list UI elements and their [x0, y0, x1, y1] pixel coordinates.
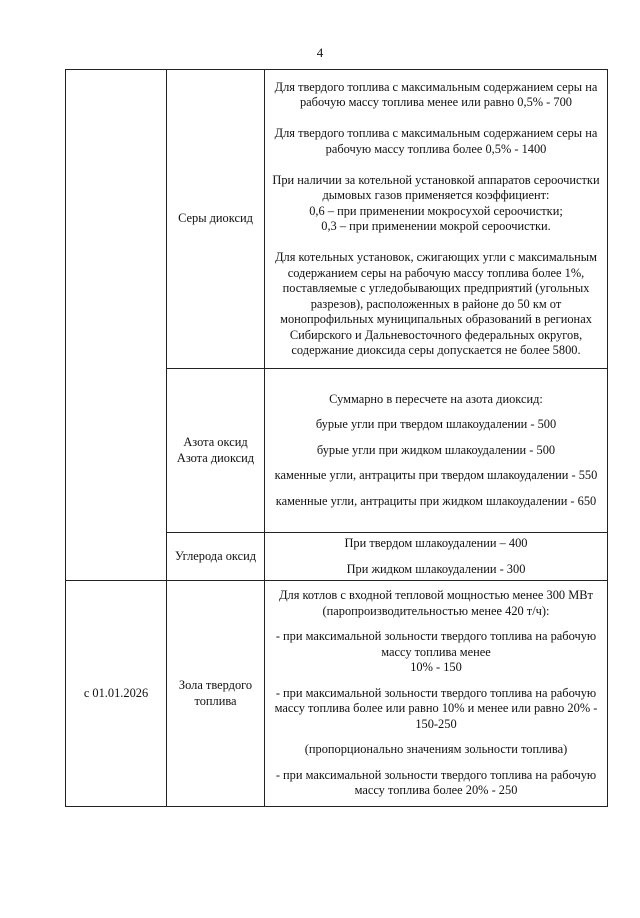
norm-text: бурые угли при жидком шлакоудалении - 500: [316, 442, 556, 457]
substance-cell: [167, 369, 265, 533]
norm-text: каменные угли, антрациты при твердом шлакоудалении - 550: [274, 468, 598, 483]
substance-cell: [167, 70, 265, 369]
substance-cell: [167, 533, 265, 581]
page-number: 4: [316, 45, 324, 60]
norm-text: 0,6 – при применении мокросухой сероочистки;: [309, 203, 563, 218]
substance-label: Серы диоксид: [178, 211, 253, 226]
norm-cell: [265, 369, 608, 533]
norm-text: 0,3 – при применении мокрой сероочистки.: [321, 219, 551, 233]
norm-text: При твердом шлакоудалении – 400: [344, 536, 528, 550]
table-row-sulfur-dioxide: [66, 70, 608, 369]
emission-standards-table: [65, 69, 608, 807]
norm-text: Для котельных установок, сжигающих угли с максимальным содержанием серы на рабочую массу топлива более 1%, поставляемые с угледобывающих предприятий (угольных разрезов), расположенных в районе до 50 км от монопрофильных муниципальных образований в регионах Сибирского и Дальневосточного федеральных округов, содержание диоксида серы допускается не более 5800.: [275, 250, 597, 357]
norm-text: При наличии за котельной установкой аппаратов сероочистки дымовых газов применяется коэффициент:: [272, 172, 600, 202]
table-row-solid-fuel-ash: [66, 581, 608, 807]
norm-text: 10% - 150: [410, 660, 462, 675]
norm-cell: [265, 581, 608, 807]
norm-cell: [265, 533, 608, 581]
norm-text: - при максимальной зольности твердого топлива на рабочую массу топлива менее: [275, 629, 597, 659]
norm-text: При жидком шлакоудалении - 300: [346, 561, 526, 576]
substance-label: Зола твердого топлива: [178, 678, 253, 708]
date-cell-empty: [66, 70, 167, 581]
norm-text: - при максимальной зольности твердого топлива на рабочую массу топлива более 20% - 250: [275, 767, 597, 798]
norm-text: Суммарно в пересчете на азота диоксид:: [329, 391, 543, 406]
norm-text: (пропорционально значениям зольности топлива): [304, 742, 568, 757]
norm-text: бурые угли при твердом шлакоудалении - 500: [315, 417, 557, 432]
substance-cell: [167, 581, 265, 807]
substance-label: Азота оксид Азота диоксид: [176, 435, 255, 465]
norm-cell: [265, 70, 608, 369]
date-cell: [66, 581, 167, 807]
norm-text: - при максимальной зольности твердого топлива на рабочую массу топлива более или равно 10% и менее или равно 20% - 150-250: [274, 685, 598, 731]
norm-text: каменные угли, антрациты при жидком шлакоудалении - 650: [275, 493, 597, 508]
norm-text: Для твердого топлива с максимальным содержанием серы на рабочую массу топлива менее или равно 0,5% - 700: [274, 79, 598, 109]
substance-label: Углерода оксид: [174, 548, 257, 563]
norm-text: Для котлов с входной тепловой мощностью менее 300 МВт (паропроизводительностью менее 420 т/ч):: [279, 588, 593, 618]
effective-date: с 01.01.2026: [83, 685, 149, 700]
norm-text: Для твердого топлива с максимальным содержанием серы на рабочую массу топлива более 0,5% - 1400: [274, 126, 598, 156]
